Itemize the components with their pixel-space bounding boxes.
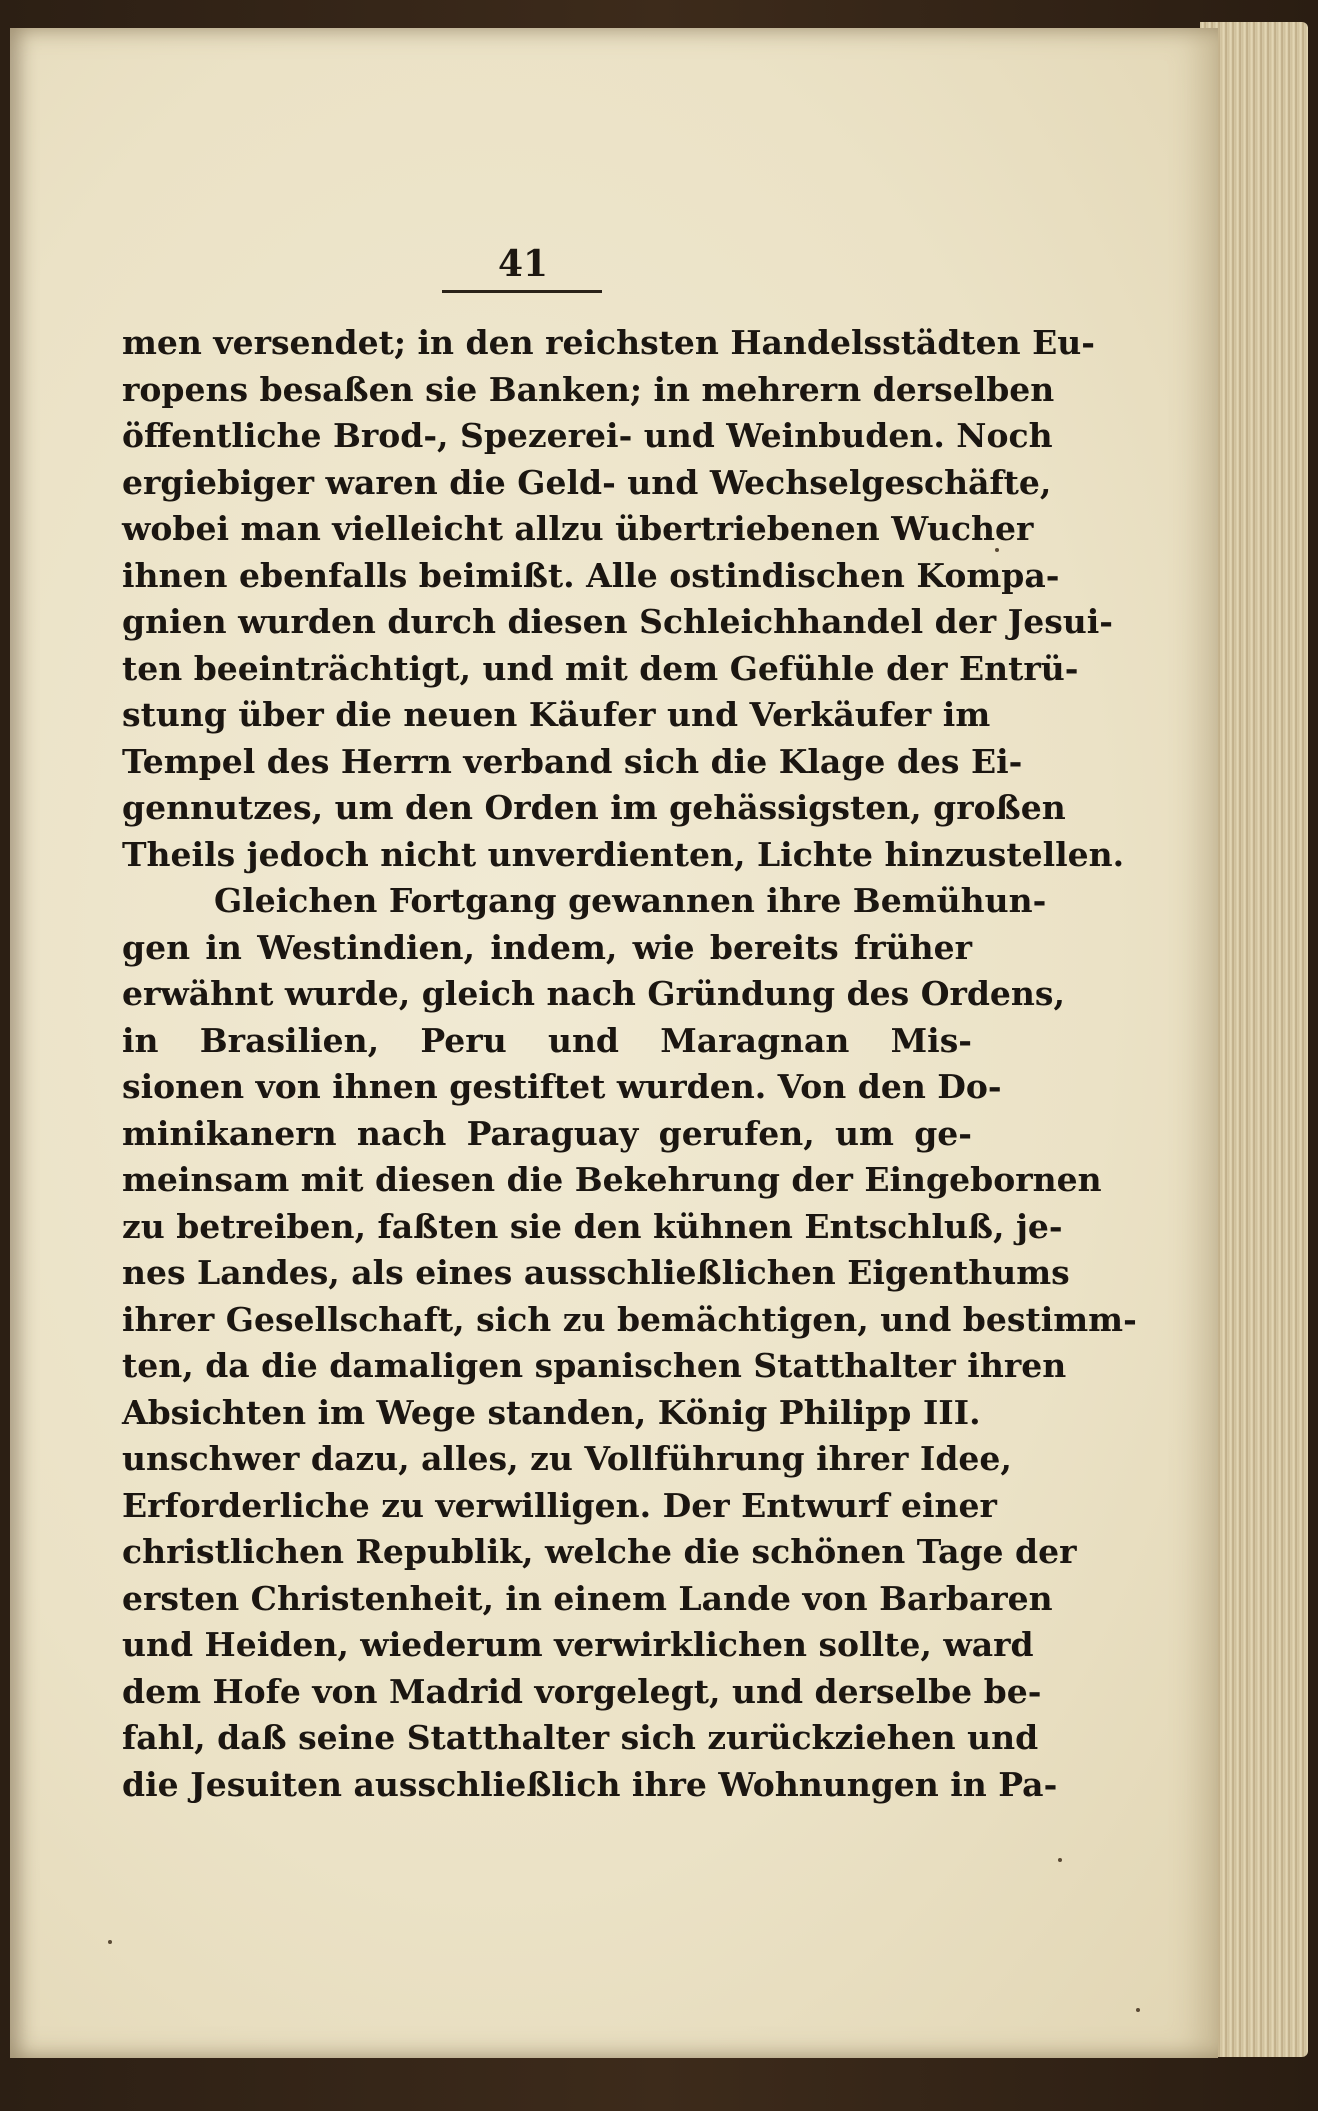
text-line: erwähnt wurde, gleich nach Gründung des Ordens, xyxy=(122,974,1065,1013)
text-line: gen in Westindien, indem, wie bereits früher xyxy=(122,927,972,967)
text-line: ihrer Gesellschaft, sich zu bemächtigen, und bestimm- xyxy=(122,1299,1137,1339)
text-line: sionen von ihnen gestiftet wurden. Von den Do- xyxy=(122,1067,1002,1106)
text-line: öffentliche Brod-, Spezerei- und Weinbuden. Noch xyxy=(122,416,1053,455)
text-line: in Brasilien, Peru und Maragnan Mis- xyxy=(122,1020,972,1060)
text-line: fahl, daß seine Statthalter sich zurückziehen und xyxy=(122,1718,1039,1757)
body-text xyxy=(122,320,1137,1808)
text-line: ergiebiger waren die Geld- und Wechselgeschäfte, xyxy=(122,462,1052,502)
text-line: die Jesuiten ausschließlich ihre Wohnungen in Pa- xyxy=(122,1764,1058,1804)
text-line: dem Hofe von Madrid vorgelegt, und derselbe be- xyxy=(122,1671,1042,1711)
text-line: wobei man vielleicht allzu übertriebenen Wucher xyxy=(122,509,1034,548)
text-line: gennutzes, um den Orden im gehässigsten, großen xyxy=(122,788,1066,827)
text-line: Absichten im Wege standen, König Philipp III. xyxy=(122,1392,981,1432)
text-line: christlichen Republik, welche die schönen Tage der xyxy=(122,1532,1077,1571)
text-line: Tempel des Herrn verband sich die Klage des Ei- xyxy=(122,741,1023,781)
text-line: stung über die neuen Käufer und Verkäufer im xyxy=(122,695,991,734)
text-line: unschwer dazu, alles, zu Vollführung ihrer Idee, xyxy=(122,1439,1012,1478)
text-line: ten beeinträchtigt, und mit dem Gefühle der Entrü- xyxy=(122,648,1079,688)
text-line: Theils jedoch nicht unverdienten, Lichte hinzustellen. xyxy=(122,834,1125,874)
paper-speck xyxy=(108,1940,112,1944)
text-line: nes Landes, als eines ausschließlichen Eigenthums xyxy=(122,1253,1070,1292)
text-line: zu betreiben, faßten sie den kühnen Entschluß, je- xyxy=(122,1206,1063,1246)
text-line: und Heiden, wiederum verwirklichen sollte, ward xyxy=(122,1625,1034,1664)
text-line: Gleichen Fortgang gewannen ihre Bemühun- xyxy=(214,881,1047,920)
paper-speck xyxy=(995,548,999,552)
text-line: meinsam mit diesen die Bekehrung der Eingebornen xyxy=(122,1160,1102,1199)
text-line: minikanern nach Paraguay gerufen, um ge- xyxy=(122,1113,972,1153)
text-line: gnien wurden durch diesen Schleichhandel der Jesui- xyxy=(122,602,1113,641)
page-number: 41 xyxy=(498,243,549,285)
text-line: Erforderliche zu verwilligen. Der Entwurf einer xyxy=(122,1485,997,1525)
text-line: men versendet; in den reichsten Handelsstädten Eu- xyxy=(122,323,1095,362)
header-rule xyxy=(442,290,602,293)
book-page xyxy=(10,28,1218,2058)
text-line: ersten Christenheit, in einem Lande von Barbaren xyxy=(122,1578,1053,1618)
paper-speck xyxy=(1058,1858,1062,1862)
text-line: ihnen ebenfalls beimißt. Alle ostindischen Kompa- xyxy=(122,555,1060,595)
text-line: ropens besaßen sie Banken; in mehrern derselben xyxy=(122,369,1055,409)
paper-speck xyxy=(1136,2008,1140,2012)
text-line: ten, da die damaligen spanischen Statthalter ihren xyxy=(122,1346,1067,1385)
